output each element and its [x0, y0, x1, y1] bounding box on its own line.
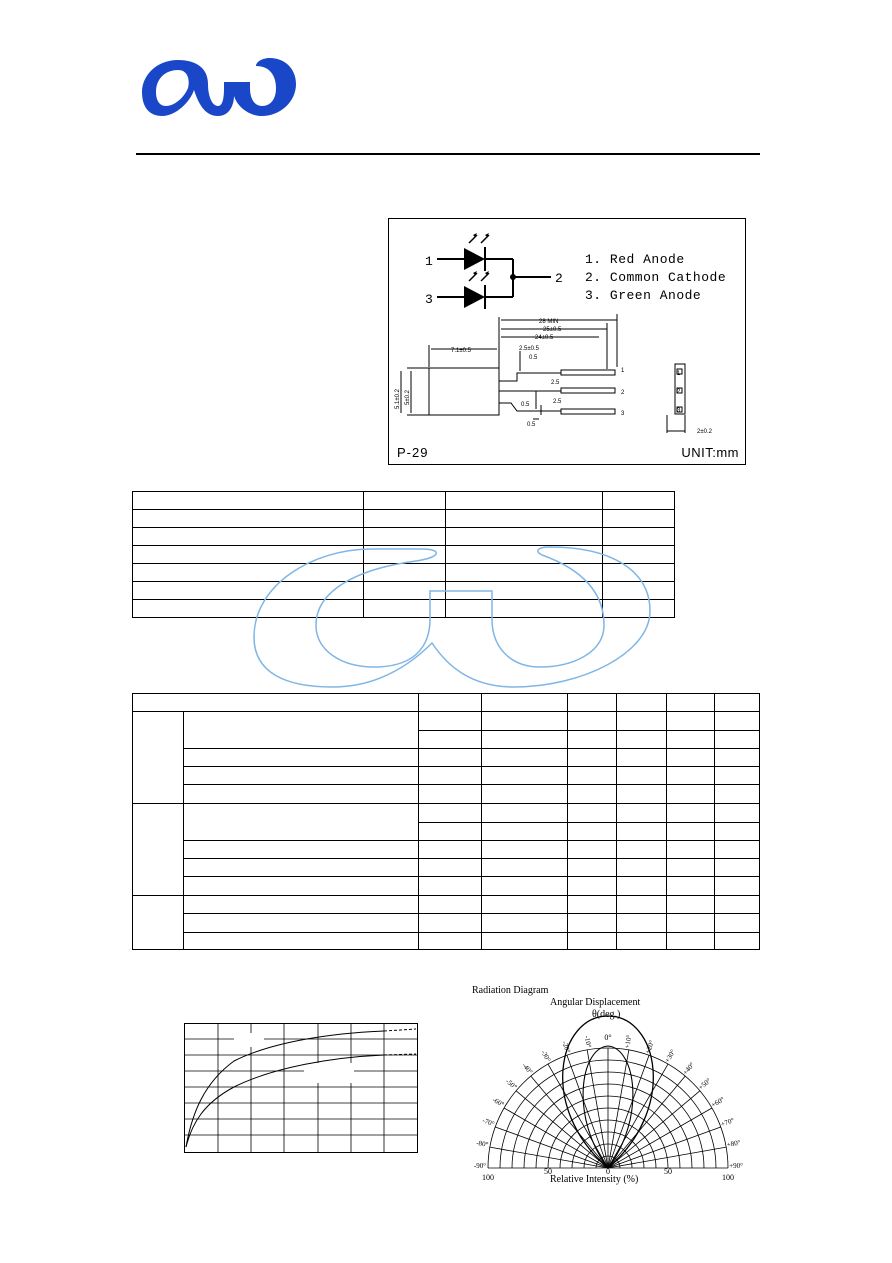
angle-label-left: -90° [473, 1162, 487, 1170]
table-row [133, 933, 760, 950]
angle-label-left: -20° [560, 1039, 572, 1055]
dim-half-3: 0.5 [527, 422, 536, 428]
logo-watermark [252, 545, 652, 690]
dim-half-2: 0.5 [521, 402, 530, 408]
dim-body-length: 7.1±0.5 [451, 348, 471, 354]
angle-label-right: +50° [696, 1076, 713, 1092]
pin1-number: 1 [425, 254, 433, 269]
pin-desc-2: 2. Common Cathode [585, 270, 727, 285]
lead-2-label: 2 [621, 390, 625, 396]
angle-label-left: -60° [490, 1095, 506, 1109]
side-pin-1: 1 [677, 371, 681, 377]
angle-label-left: -30° [539, 1048, 553, 1064]
radiation-subtitle: Angular Displacement [550, 997, 641, 1008]
pin2-number: 2 [555, 271, 563, 286]
radiation-title: Radiation Diagram [472, 985, 549, 996]
angle-label-left: -40° [520, 1061, 535, 1076]
unit-label: UNIT:mm [681, 445, 739, 460]
side-pin-2: 2 [677, 389, 681, 395]
side-pin-3: 3 [677, 408, 681, 414]
intensity-tick: 50 [544, 1167, 552, 1176]
table-row [133, 785, 760, 804]
dim-lead-b: 24±0.5 [535, 335, 554, 341]
table-row [133, 510, 675, 528]
table-row [133, 877, 760, 896]
radiation-diagram [468, 982, 748, 1186]
forward-current-graph [184, 1023, 420, 1153]
table-row [133, 749, 760, 767]
dim-spacing-2: 2.5 [553, 399, 562, 405]
angle-label-right: +20° [643, 1039, 657, 1055]
dim-height-a: 5.1±0.2 [395, 389, 401, 409]
package-diagram [389, 219, 747, 466]
pin-desc-1: 1. Red Anode [585, 252, 685, 267]
angle-label-left: -80° [475, 1138, 489, 1149]
angle-label-right: +40° [681, 1060, 697, 1077]
table-row [133, 804, 760, 823]
table-row [133, 528, 675, 546]
dim-pitch: 2.5±0.5 [519, 346, 539, 352]
company-logo [138, 54, 300, 120]
table-row [133, 896, 760, 914]
angle-label-right: +60° [709, 1095, 726, 1110]
radiation-xlabel: Relative Intensity (%) [550, 1174, 639, 1185]
table-row [133, 841, 760, 859]
dim-half: 0.5 [529, 355, 538, 361]
angle-label-right: +70° [719, 1116, 736, 1129]
dim-spacing-1: 2.5 [551, 380, 560, 386]
radiation-unit: θ(deg.) [592, 1009, 621, 1020]
angle-label-left: -50° [504, 1077, 519, 1092]
lead-1-label: 1 [621, 368, 625, 374]
table-row [133, 914, 760, 933]
intensity-tick: 50 [664, 1167, 672, 1176]
table-row [133, 859, 760, 877]
dim-min-lead: 28 MIN [539, 319, 559, 325]
package-drawing [388, 218, 746, 465]
header-rule [136, 153, 760, 155]
angle-label-right: +90° [729, 1162, 743, 1170]
pin-desc-3: 3. Green Anode [585, 288, 702, 303]
intensity-tick: 100 [722, 1173, 734, 1182]
angle-label-left: -70° [481, 1116, 496, 1129]
angle-label-right: +80° [726, 1138, 742, 1149]
table-row [133, 767, 760, 785]
angle-label-right: +10° [623, 1034, 634, 1050]
table-row [133, 492, 675, 510]
characteristics-table [132, 693, 760, 950]
dim-height-b: 5±0.2 [405, 390, 411, 405]
dim-lead-a: 25±0.5 [543, 327, 562, 333]
angle-label-zero: 0° [604, 1033, 612, 1042]
dim-side: 2±0.2 [697, 429, 712, 435]
table-row [133, 694, 760, 712]
angle-label-left: -10° [582, 1034, 593, 1049]
intensity-tick: 0 [606, 1167, 610, 1176]
lead-3-label: 3 [621, 411, 625, 417]
pin3-number: 3 [425, 292, 433, 307]
intensity-tick: 100 [482, 1173, 494, 1182]
table-row [133, 712, 760, 731]
angle-label-right: +30° [663, 1048, 678, 1065]
package-name: P-29 [397, 445, 429, 460]
